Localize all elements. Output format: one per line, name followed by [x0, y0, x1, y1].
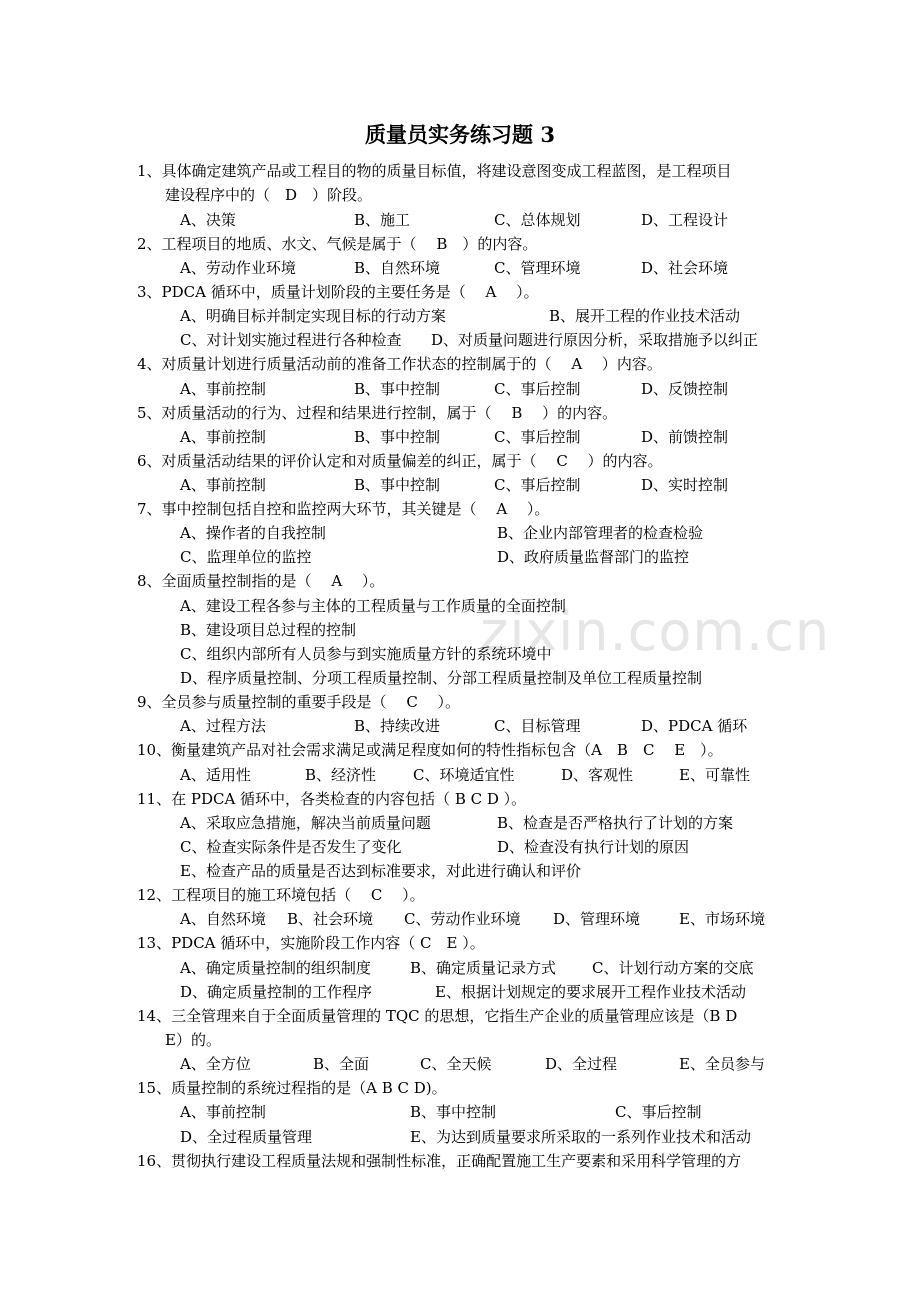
- q13-option-d: D、确定质量控制的工作程序: [180, 983, 373, 1001]
- q14-option-a: A、全方位: [180, 1055, 251, 1073]
- q5-option-d: D、前馈控制: [641, 428, 729, 446]
- q3-option-d: D、对质量问题进行原因分析，采取措施予以纠正: [431, 331, 759, 349]
- q13-option-c: C、计划行动方案的交底: [592, 959, 754, 977]
- question-1-continuation: 建设程序中的（ D ）阶段。: [165, 186, 373, 204]
- q3-option-a: A、明确目标并制定实现目标的行动方案: [180, 307, 446, 325]
- q15-option-b: B、事中控制: [410, 1103, 497, 1121]
- q9-option-b: B、持续改进: [354, 717, 441, 735]
- q15-option-c: C、事后控制: [615, 1103, 702, 1121]
- question-10-text: 10、衡量建筑产品对社会需求满足或满足程度如何的特性指标包含（A B C E ）。: [137, 741, 723, 759]
- q9-option-a: A、过程方法: [180, 717, 266, 735]
- q7-option-b: B、企业内部管理者的检查检验: [497, 524, 704, 542]
- q13-option-b: B、确定质量记录方式: [410, 959, 557, 977]
- q4-option-b: B、事中控制: [354, 380, 441, 398]
- q5-option-b: B、事中控制: [354, 428, 441, 446]
- q14-option-b: B、全面: [313, 1055, 370, 1073]
- q9-option-d: D、PDCA 循环: [641, 717, 748, 735]
- q8-option-a: A、建设工程各参与主体的工程质量与工作质量的全面控制: [180, 597, 566, 615]
- q6-option-b: B、事中控制: [354, 476, 441, 494]
- q11-option-e: E、检查产品的质量是否达到标准要求，对此进行确认和评价: [180, 862, 581, 880]
- q15-option-d: D、全过程质量管理: [180, 1128, 313, 1146]
- watermark: zixin.com.cn: [480, 600, 831, 663]
- question-1-text: 1、具体确定建筑产品或工程目的物的质量目标值，将建设意图变成工程蓝图，是工程项目: [137, 162, 732, 180]
- q5-option-c: C、事后控制: [494, 428, 581, 446]
- q2-option-b: B、自然环境: [354, 259, 441, 277]
- q15-option-e: E、为达到质量要求所采取的一系列作业技术和活动: [410, 1128, 751, 1146]
- question-14-text: 14、三全管理来自于全面质量管理的 TQC 的思想，它指生产企业的质量管理应该是（B D: [137, 1007, 738, 1025]
- question-16-text: 16、贯彻执行建设工程质量法规和强制性标准，正确配置施工生产要素和采用科学管理的方: [137, 1152, 742, 1170]
- question-6-text: 6、对质量活动结果的评价认定和对质量偏差的纠正，属于（ C ）的内容。: [137, 452, 663, 470]
- q2-option-d: D、社会环境: [641, 259, 729, 277]
- q2-option-a: A、劳动作业环境: [180, 259, 296, 277]
- question-15-text: 15、质量控制的系统过程指的是（A B C D)。: [137, 1079, 447, 1097]
- q14-option-d: D、全过程: [545, 1055, 618, 1073]
- q11-option-d: D、检查没有执行计划的原因: [497, 838, 690, 856]
- question-5-text: 5、对质量活动的行为、过程和结果进行控制，属于（ B ）的内容。: [137, 404, 618, 422]
- q7-option-d: D、政府质量监督部门的监控: [497, 548, 690, 566]
- q12-option-c: C、劳动作业环境: [404, 910, 521, 928]
- q3-option-c: C、对计划实施过程进行各种检查: [180, 331, 402, 349]
- q1-option-c: C、总体规划: [494, 211, 581, 229]
- question-8-text: 8、全面质量控制指的是（ A ）。: [137, 572, 385, 590]
- q6-option-a: A、事前控制: [180, 476, 266, 494]
- q7-option-a: A、操作者的自我控制: [180, 524, 326, 542]
- q11-option-b: B、检查是否严格执行了计划的方案: [497, 814, 734, 832]
- q12-option-b: B、社会环境: [287, 910, 374, 928]
- question-14-continuation: E）的。: [165, 1031, 221, 1049]
- q15-option-a: A、事前控制: [180, 1103, 266, 1121]
- q8-option-b: B、建设项目总过程的控制: [180, 621, 357, 639]
- question-11-text: 11、在 PDCA 循环中，各类检查的内容包括（ B C D ）。: [137, 790, 527, 808]
- q11-option-a: A、采取应急措施，解决当前质量问题: [180, 814, 431, 832]
- q4-option-a: A、事前控制: [180, 380, 266, 398]
- q8-option-c: C、组织内部所有人员参与到实施质量方针的系统环境中: [180, 645, 552, 663]
- q5-option-a: A、事前控制: [180, 428, 266, 446]
- question-2-text: 2、工程项目的地质、水文、气候是属于（ B ）的内容。: [137, 235, 538, 253]
- q6-option-c: C、事后控制: [494, 476, 581, 494]
- q10-option-d: D、客观性: [561, 766, 634, 784]
- q2-option-c: C、管理环境: [494, 259, 581, 277]
- q11-option-c: C、检查实际条件是否发生了变化: [180, 838, 402, 856]
- q12-option-d: D、管理环境: [553, 910, 641, 928]
- q1-option-a: A、决策: [180, 211, 236, 229]
- question-12-text: 12、工程项目的施工环境包括（ C ）。: [137, 886, 425, 904]
- q4-option-c: C、事后控制: [494, 380, 581, 398]
- q8-option-d: D、程序质量控制、分项工程质量控制、分部工程质量控制及单位工程质量控制: [180, 669, 703, 687]
- q10-option-c: C、环境适宜性: [413, 766, 515, 784]
- q4-option-d: D、反馈控制: [641, 380, 729, 398]
- question-7-text: 7、事中控制包括自控和监控两大环节，其关键是（ A ）。: [137, 500, 550, 518]
- q7-option-c: C、监理单位的监控: [180, 548, 312, 566]
- q14-option-e: E、全员参与: [679, 1055, 765, 1073]
- q3-option-b: B、展开工程的作业技术活动: [549, 307, 741, 325]
- q13-option-e: E、根据计划规定的要求展开工程作业技术活动: [435, 983, 746, 1001]
- q1-option-b: B、施工: [354, 211, 411, 229]
- q13-option-a: A、确定质量控制的组织制度: [180, 959, 371, 977]
- q6-option-d: D、实时控制: [641, 476, 729, 494]
- q10-option-e: E、可靠性: [679, 766, 750, 784]
- question-9-text: 9、全员参与质量控制的重要手段是（ C ）。: [137, 693, 461, 711]
- question-3-text: 3、PDCA 循环中，质量计划阶段的主要任务是（ A ）。: [137, 283, 539, 301]
- q10-option-a: A、适用性: [180, 766, 251, 784]
- q1-option-d: D、工程设计: [641, 211, 729, 229]
- question-4-text: 4、对质量计划进行质量活动前的准备工作状态的控制属于的（ A ）内容。: [137, 355, 662, 373]
- page-title: 质量员实务练习题 3: [365, 122, 555, 147]
- question-13-text: 13、PDCA 循环中，实施阶段工作内容（ C E ）。: [137, 934, 485, 952]
- q12-option-a: A、自然环境: [180, 910, 266, 928]
- q10-option-b: B、经济性: [305, 766, 377, 784]
- q14-option-c: C、全天候: [420, 1055, 492, 1073]
- q12-option-e: E、市场环境: [679, 910, 765, 928]
- q9-option-c: C、目标管理: [494, 717, 581, 735]
